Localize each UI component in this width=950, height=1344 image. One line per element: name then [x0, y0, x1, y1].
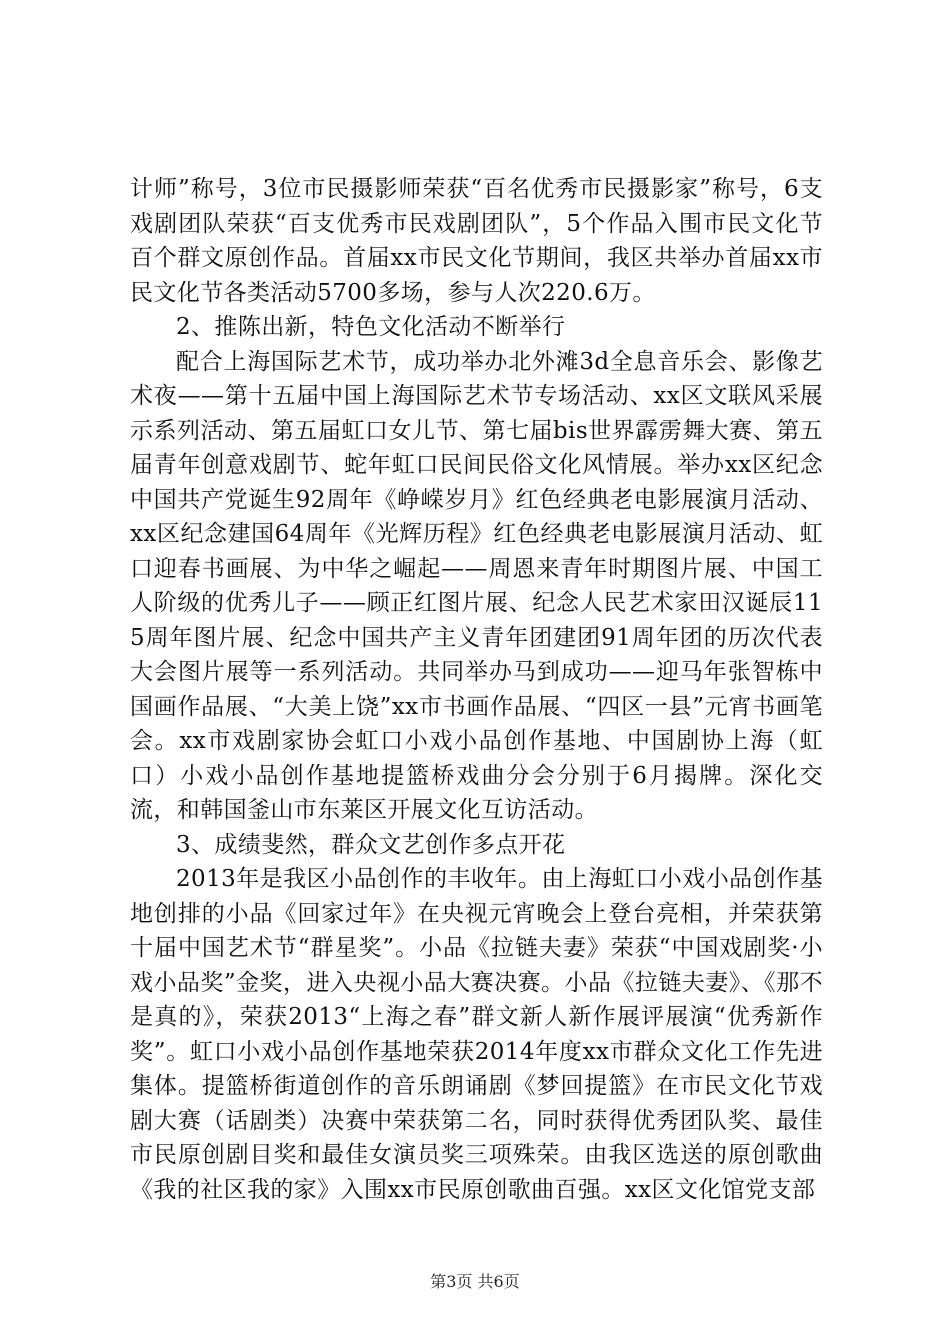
section-heading: 3、成绩斐然，群众文艺创作多点开花	[176, 831, 566, 858]
document-body	[130, 172, 823, 1207]
body-paragraph: 配合上海国际艺术节，成功举办北外滩3d全息音乐会、影像艺术夜——第十五届中国上海国际艺术节专场活动、xx区文联风采展示系列活动、第五届虹口女儿节、第七届bis世界霹雳舞大赛、第五届青年创意戏剧节、蛇年虹口民间民俗文化风情展。举办xx区纪念中国共产党诞生92周年《峥嵘岁月》红色经典老电影展演月活动、xx区纪念建国64周年《光辉历程》红色经典老电影展演月活动、虹口迎春书画展、为中华之崛起——周恩来青年时期图片展、中国工人阶级的优秀儿子——顾正红图片展、纪念人民艺术家田汉诞辰115周年图片展、纪念中国共产主义青年团建团91周年团的历次代表大会图片展等一系列活动。共同举办马到成功——迎马年张智栋中国画作品展、“大美上饶”xx市书画作品展、“四区一县”元宵书画笔会。xx市戏剧家协会虹口小戏小品创作基地、中国剧协上海（虹口）小戏小品创作基地提篮桥戏曲分会分别于6月揭牌。深化交流，和韩国釜山市东莱区开展文化互访活动。	[130, 348, 823, 823]
body-paragraph: 2013年是我区小品创作的丰收年。由上海虹口小戏小品创作基地创排的小品《回家过年》在央视元宵晚会上登台亮相，并荣获第十届中国艺术节“群星奖”。小品《拉链夫妻》荣获“中国戏剧奖·小戏小品奖”金奖，进入央视小品大赛决赛。小品《拉链夫妻》、《那不是真的》，荣获2013“上海之春”群文新人新作展评展演“优秀新作奖”。虹口小戏小品创作基地荣获2014年度xx市群众文化工作先进集体。提篮桥街道创作的音乐朗诵剧《梦回提篮》在市民文化节戏剧大赛（话剧类）决赛中荣获第二名，同时获得优秀团队奖、最佳市民原创剧目奖和最佳女演员奖三项殊荣。由我区选送的原创歌曲《我的社区我的家》入围xx市民原创歌曲百强。xx区文化馆党支部	[130, 866, 823, 1203]
body-paragraph: 计师”称号，3位市民摄影师荣获“百名优秀市民摄影家”称号，6支戏剧团队荣获“百支优秀市民戏剧团队”，5个作品入围市民文化节百个群文原创作品。首届xx市民文化节期间，我区共举办首届xx市民文化节各类活动5700多场，参与人次220.6万。	[130, 176, 823, 306]
section-heading: 2、推陈出新，特色文化活动不断举行	[176, 314, 566, 340]
page-number-footer: 第3页 共6页	[430, 1272, 520, 1291]
